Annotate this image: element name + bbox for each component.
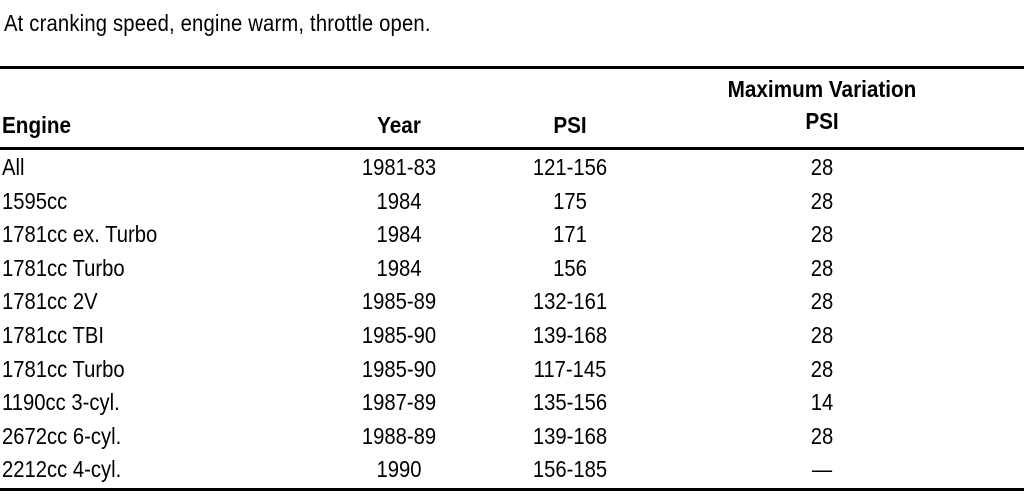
cell-engine: 1781cc Turbo [2,254,125,281]
cell-engine: 2212cc 4-cyl. [2,456,122,483]
table-body [0,152,1024,488]
cell-engine: 1190cc 3-cyl. [2,389,120,416]
table-row: 2212cc 4-cyl. 1990 156-185 — [2,456,833,483]
table-row: All 1981-83 121-156 28 [2,154,834,180]
cell-engine: 1595cc [2,187,68,214]
table-row: 1595cc 1984 175 28 [2,187,834,214]
header-engine: Engine [2,112,72,138]
cell-engine: 1781cc TBI [2,321,105,348]
cell-engine: 1781cc Turbo [2,355,125,382]
table-top-rule [0,66,1024,69]
table-row: 1781cc 2V 1985-89 132-161 28 [2,288,834,315]
cell-engine: All [2,154,25,180]
cell-engine: 1781cc ex. Turbo [2,221,158,248]
table-row: 1190cc 3-cyl. 1987-89 135-156 14 [2,389,834,416]
table-row: 2672cc 6-cyl. 1988-89 139-168 28 [2,422,834,449]
table-row: 1781cc TBI 1985-90 139-168 28 [2,321,834,348]
header-rule [0,147,1024,150]
cell-engine: 1781cc 2V [2,288,98,315]
table-row: 1781cc Turbo 1984 156 28 [2,254,834,281]
table-bottom-rule [0,488,1024,491]
table-caption: At cranking speed, engine warm, throttle open. [4,10,431,36]
table-row: 1781cc ex. Turbo 1984 171 28 [2,221,834,248]
table-row: 1781cc Turbo 1985-90 117-145 28 [2,355,834,382]
cell-engine: 2672cc 6-cyl. [2,422,122,449]
